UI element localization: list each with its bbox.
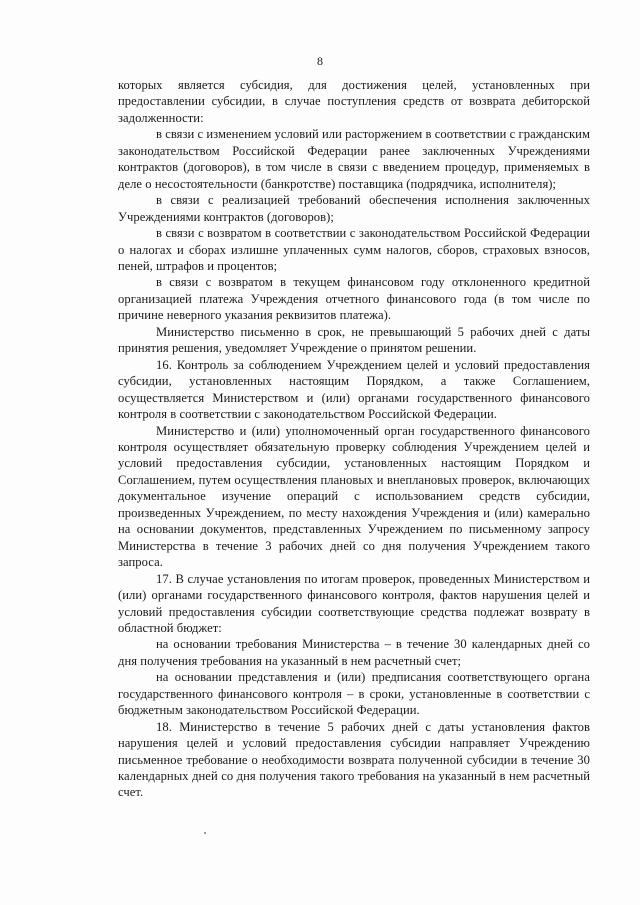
- scan-speck: [204, 832, 206, 834]
- page-number: 8: [317, 54, 323, 68]
- paragraph-item-17: 17. В случае установления по итогам проверок, проведенных Министерством и (или) органами государственного финансового контроля, фактов нарушения целей и условий предоставления субсидии соответствующие средства подлежат возврату в областной бюджет:: [118, 571, 590, 635]
- paragraph-item-18: 18. Министерство в течение 5 рабочих дней с даты установления фактов нарушения целей и условий предоставления субсидии направляет Учреждению письменное требование о необходимости возврата полученной субсидии в течение 30 календарных дней со дня получения такого требования на указанный в нем расчетный счет.: [118, 719, 590, 800]
- paragraph-contract-changes: в связи с изменением условий или расторжением в соответствии с гражданским законодательством Российской Федерации ранее заключенных Учреждениями контрактов (договоров), в том числе в связи с введением процедур, применяемых в деле о несостоятельности (банкротстве) поставщика (подрядчика, исполнителя);: [118, 127, 590, 191]
- paragraph-ministry-notification: Министерство письменно в срок, не превышающий 5 рабочих дней с даты принятия решения, уведомляет Учреждение о принятом решении.: [118, 324, 590, 356]
- paragraph-rejected-payment: в связи с возвратом в текущем финансовом году отклоненного кредитной организацией платежа Учреждения отчетного финансового года (в том числе по причине неверного указания реквизитов платежа).: [118, 275, 590, 323]
- paragraph-ministry-requirement: на основании требования Министерства – в течение 30 календарных дней со дня получения требования на указанный в нем расчетный счет;: [118, 637, 590, 668]
- paragraph-control-body-order: на основании представления и (или) предписания соответствующего органа государственного финансового контроля – в сроки, установленные в соответствии с бюджетным законодательством Российской Федерации.: [118, 670, 590, 718]
- paragraph-item-16: 16. Контроль за соблюдением Учреждением целей и условий предоставления субсидии, установленных настоящим Порядком, а также Соглашением, осуществляется Министерством и (или) органами государственного финансового контроля в соответствии с законодательством Российской Федерации.: [118, 357, 590, 422]
- paragraph-mandatory-audit: Министерство и (или) уполномоченный орган государственного финансового контроля осуществляет обязательную проверку соблюдения Учреждением целей и условий предоставления субсидии, установленных настоящим Порядком и Соглашением, путем осуществления плановых и внеплановых проверок, включающих документальное изучение операций с использованием средств субсидии, произведенных Учреждением, по месту нахождения Учреждения и (или) камерально на основании документов, представленных Учреждением по письменному запросу Министерства в течение 3 рабочих дней со дня получения Учреждением такого запроса.: [118, 423, 590, 570]
- paragraph-guarantee-requirements: в связи с реализацией требований обеспечения исполнения заключенных Учреждениями контрактов (договоров);: [118, 193, 590, 224]
- paragraph-tax-refund: в связи с возвратом в соответствии с законодательством Российской Федерации о налогах и сборах излишне уплаченных сумм налогов, сборов, страховых взносов, пеней, штрафов и процентов;: [118, 226, 590, 273]
- document-body: [118, 77, 590, 801]
- paragraph-continuation: которых является субсидия, для достижения целей, установленных при предоставлении субсидии, в случае поступления средств от возврата дебиторской задолженности:: [118, 78, 590, 125]
